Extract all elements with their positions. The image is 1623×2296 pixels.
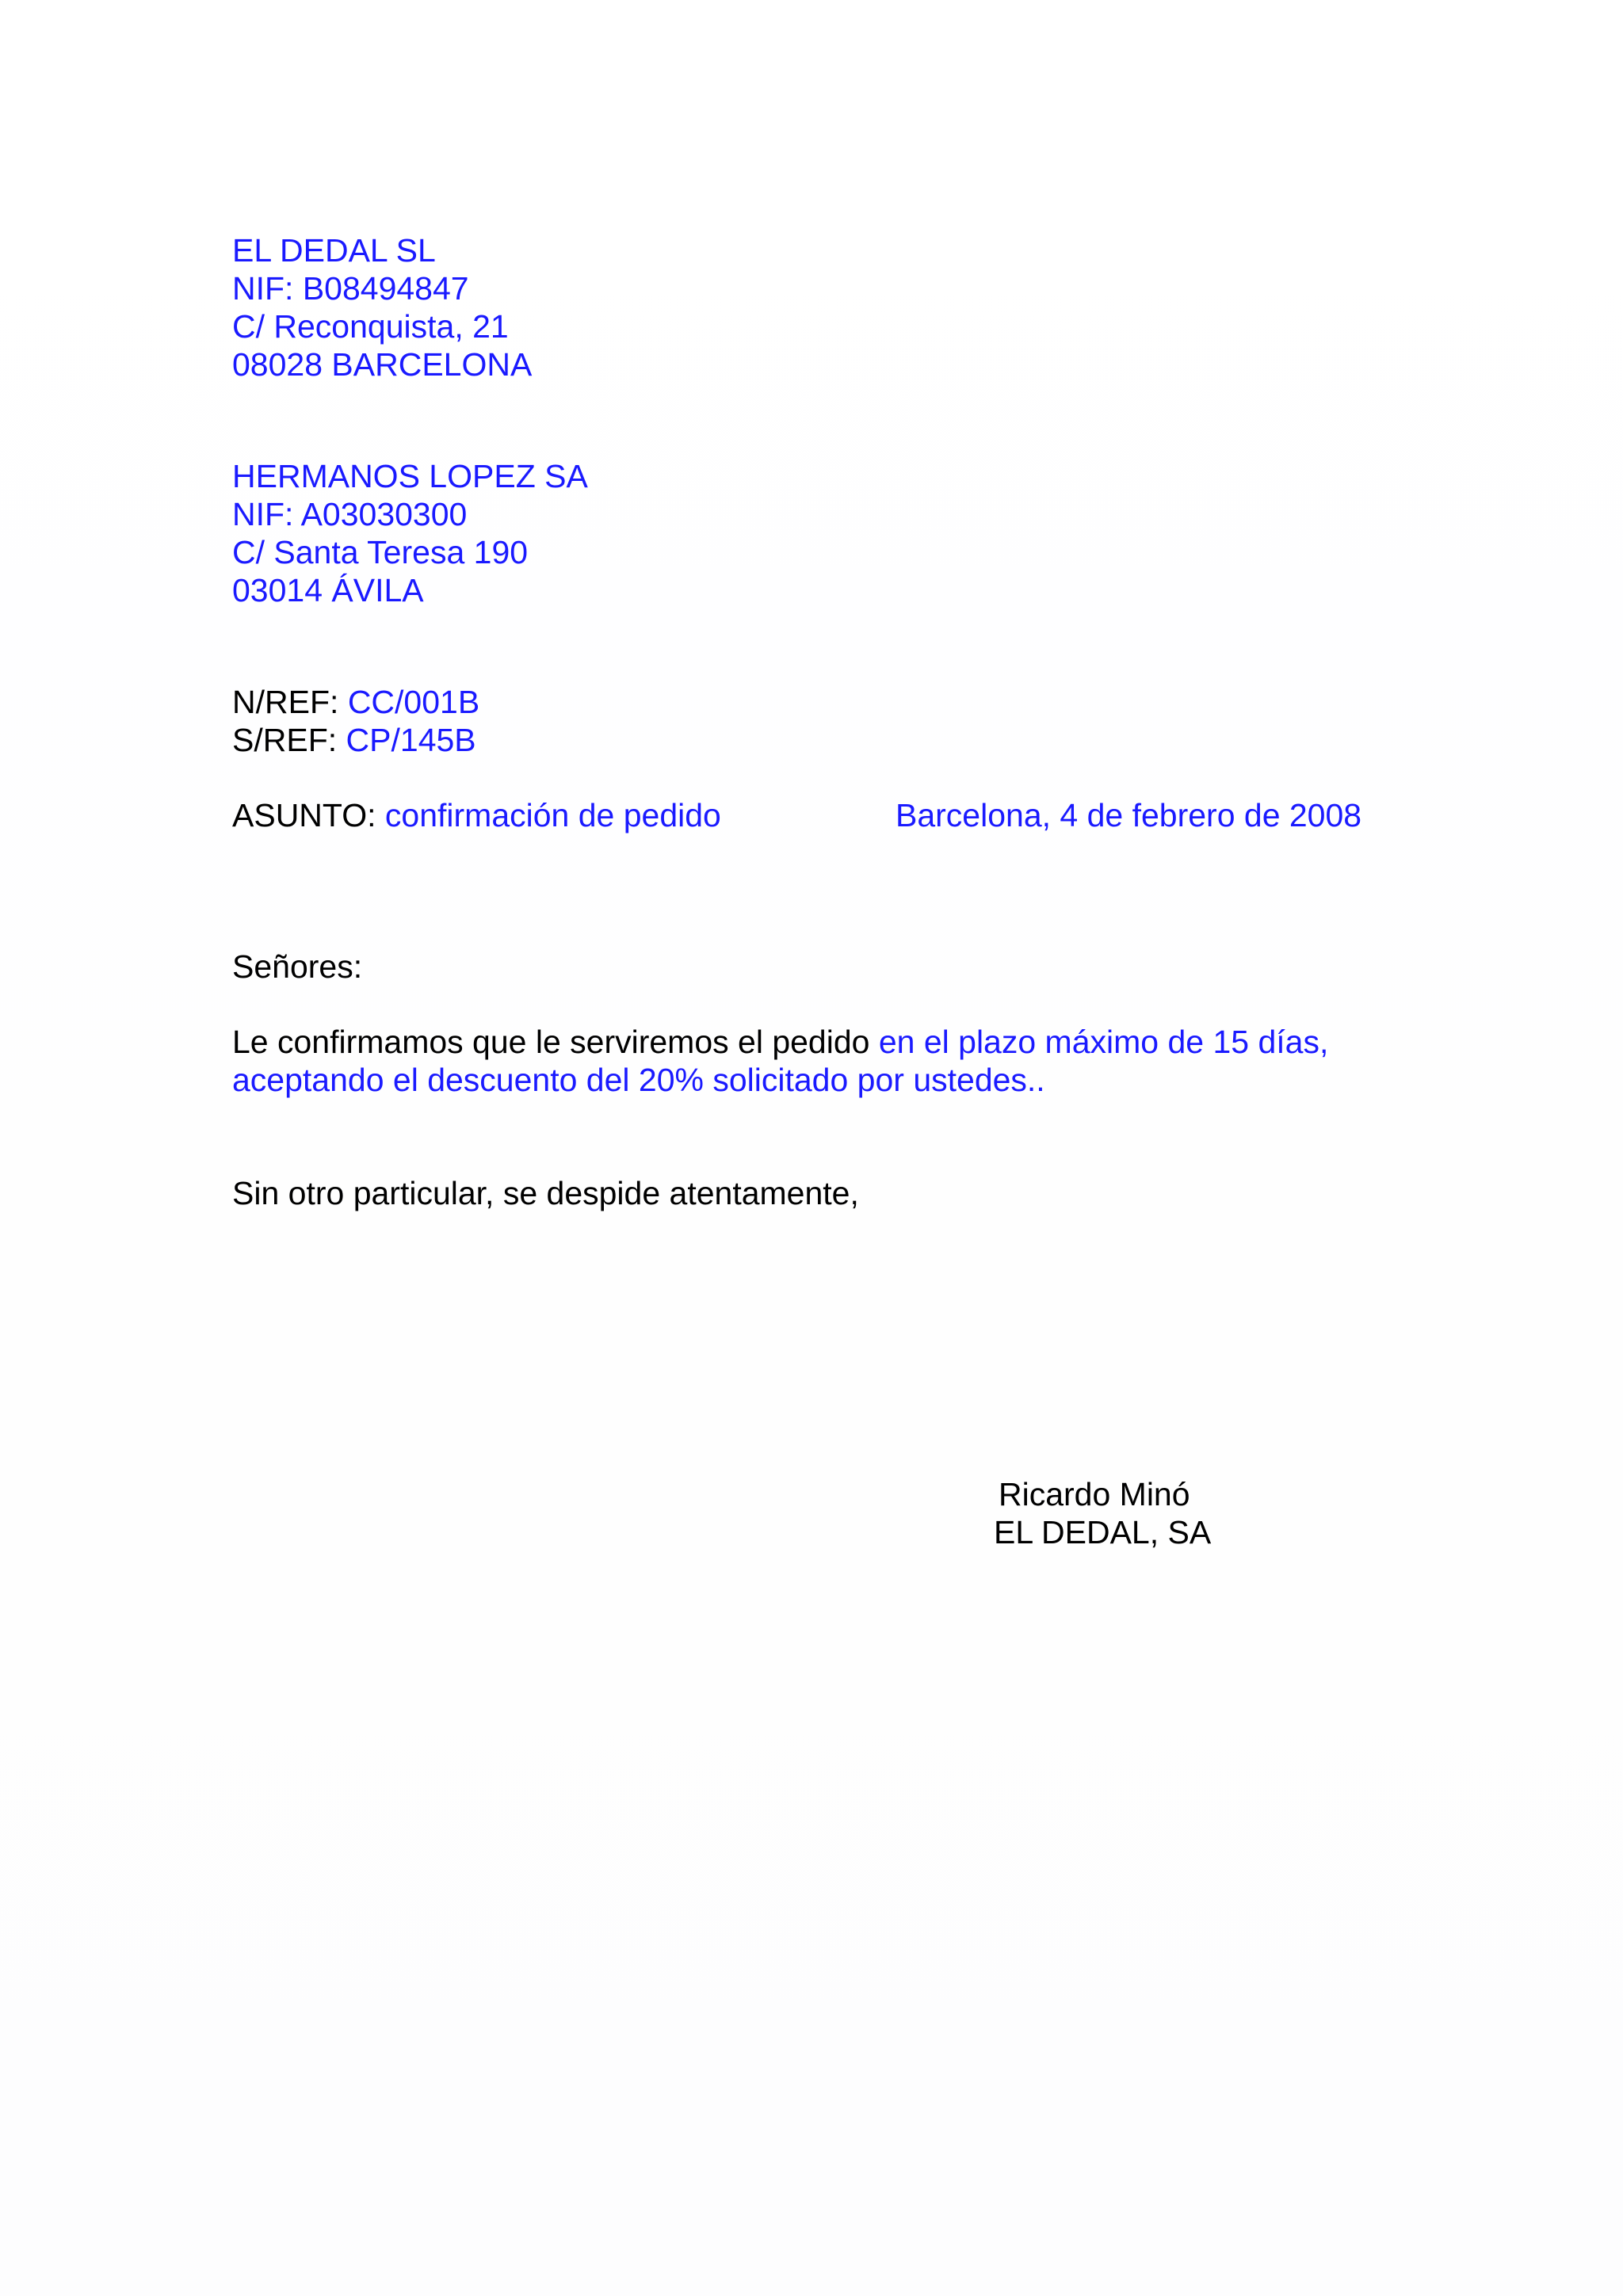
body-intro: Le confirmamos que le serviremos el pedido	[232, 1024, 879, 1060]
letter-date: Barcelona, 4 de febrero de 2008	[896, 797, 1362, 833]
our-reference-label: N/REF:	[232, 684, 339, 720]
recipient-city: 03014 ÁVILA	[232, 572, 424, 608]
body-highlight-1: en el plazo máximo de 15 días,	[878, 1024, 1329, 1060]
their-reference	[232, 721, 479, 759]
their-reference-label: S/REF:	[232, 722, 338, 758]
references-block	[232, 683, 479, 759]
closing-line: Sin otro particular, se despide atentamente,	[232, 1175, 859, 1211]
subject-line	[232, 796, 721, 834]
signature-company: EL DEDAL, SA	[994, 1514, 1212, 1550]
body-paragraph	[232, 1023, 1328, 1099]
subject-label: ASUNTO:	[232, 797, 376, 833]
our-reference	[232, 683, 479, 721]
their-reference-value: CP/145B	[346, 722, 476, 758]
subject-value: confirmación de pedido	[384, 797, 721, 833]
recipient-street: C/ Santa Teresa 190	[232, 534, 529, 570]
sender-address-block	[232, 231, 532, 383]
recipient-address-block	[232, 457, 588, 609]
recipient-name: HERMANOS LOPEZ SA	[232, 458, 588, 494]
body-highlight-2: aceptando el descuento del 20% solicitado por ustedes..	[232, 1062, 1045, 1098]
body-line-1	[232, 1023, 1328, 1061]
signature-name: Ricardo Minó	[999, 1476, 1190, 1512]
sender-street: C/ Reconquista, 21	[232, 308, 509, 345]
sender-name: EL DEDAL SL	[232, 232, 436, 269]
sender-city: 08028 BARCELONA	[232, 346, 533, 383]
greeting: Señores:	[232, 948, 363, 985]
sender-nif: NIF: B08494847	[232, 270, 469, 307]
recipient-nif: NIF: A03030300	[232, 496, 468, 532]
our-reference-value: CC/001B	[347, 684, 480, 720]
